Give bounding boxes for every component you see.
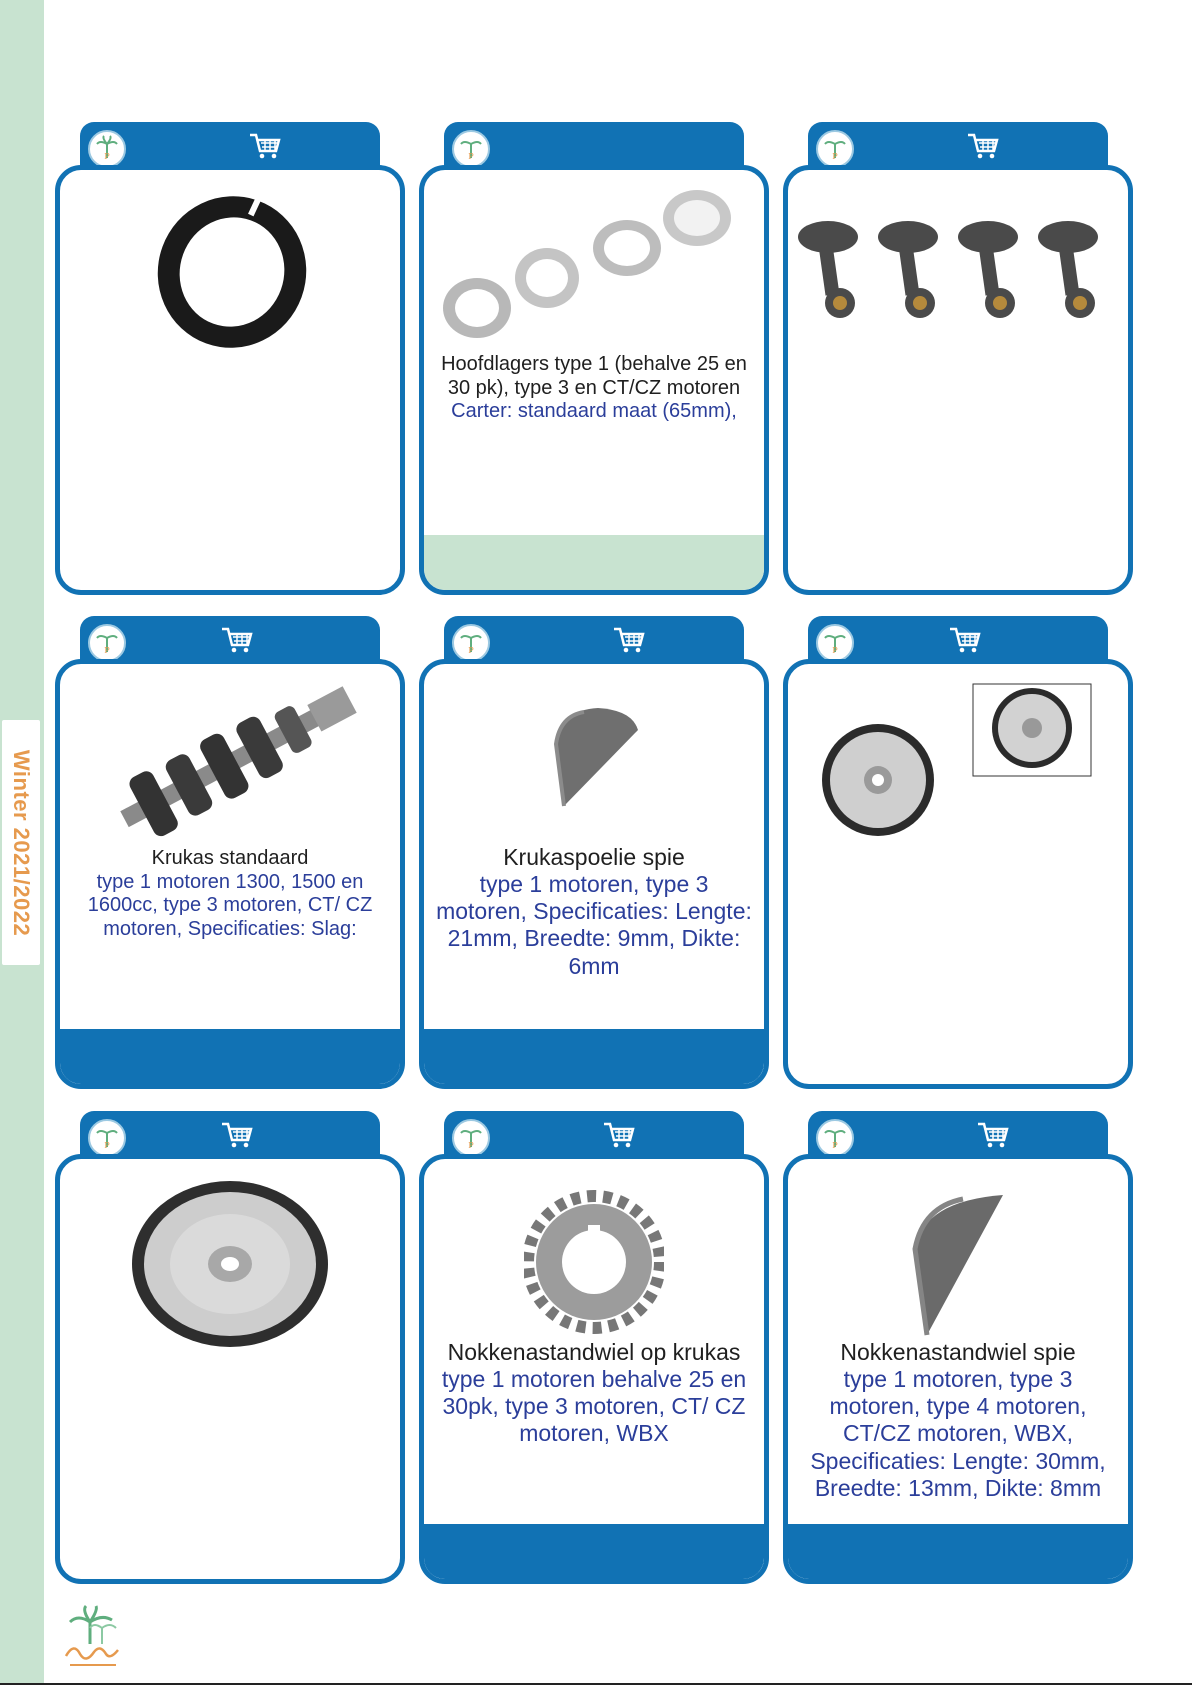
parozzi-badge-icon [816,130,854,168]
svg-text:P: P [468,646,474,655]
parozzi-badge-icon [88,624,126,662]
parozzi-badge-icon [452,624,490,662]
shopping-cart-icon[interactable] [966,131,1000,161]
product-title: Hoofdlagers type 1 (behalve 25 en 30 pk), type 3 en CT/CZ motoren [441,353,747,399]
product-title: Krukaspoelie spie [503,844,685,870]
shopping-cart-icon[interactable] [220,625,254,655]
svg-text:P: P [104,646,110,655]
product-card-4[interactable] [55,616,405,1089]
shopping-cart-icon[interactable] [612,625,646,655]
product-image-crankshaft [60,682,400,862]
card-panel [783,1154,1133,1584]
parozzi-badge-icon [88,130,126,168]
card-panel [55,1154,405,1584]
parozzi-badge-icon [452,1119,490,1157]
product-card-7[interactable] [55,1111,405,1584]
product-title: Nokkenastandwiel op krukas [447,1339,741,1365]
shopping-cart-icon[interactable] [220,1120,254,1150]
product-description: Carter: standaard maat (65mm), [451,400,737,423]
svg-text:P: P [832,646,838,655]
product-description: type 1 motoren, type 3 motoren, Specificaties: Lengte: 21mm, Breedte: 9mm, Dikte: 6mm [436,871,752,979]
card-footer [424,1524,764,1579]
product-card-1[interactable] [55,122,405,595]
svg-text:P: P [104,152,110,161]
product-card-8[interactable] [419,1111,769,1584]
season-label: Winter 2021/2022 [9,749,34,936]
card-footer [60,1029,400,1084]
product-image-connecting-rods [788,215,1128,395]
card-panel [419,1154,769,1584]
svg-text:P: P [832,152,838,161]
card-panel [783,165,1133,595]
svg-text:P: P [468,1141,474,1150]
parozzi-badge-icon [88,1119,126,1157]
card-panel [783,659,1133,1089]
product-image-bearings [424,180,764,360]
product-image-seal-ring [60,190,400,370]
product-image-flywheel [788,680,1128,860]
product-card-3[interactable] [783,122,1133,595]
product-description: type 1 motoren 1300, 1500 en 1600cc, type 3 motoren, CT/ CZ motoren, Specificaties: Slag: [87,870,373,940]
parozzi-logo [60,1604,124,1674]
svg-text:P: P [104,1141,110,1150]
card-footer [424,1029,764,1084]
parozzi-badge-icon [816,624,854,662]
svg-text:P: P [468,152,474,161]
card-footer [788,1524,1128,1579]
card-panel [55,659,405,1089]
parozzi-badge-icon [452,130,490,168]
shopping-cart-icon[interactable] [602,1120,636,1150]
card-panel [55,165,405,595]
shopping-cart-icon[interactable] [976,1120,1010,1150]
season-label-box [2,720,40,965]
product-card-9[interactable] [783,1111,1133,1584]
shopping-cart-icon[interactable] [248,131,282,161]
product-card-6[interactable] [783,616,1133,1089]
product-title: Nokkenastandwiel spie [840,1339,1076,1365]
shopping-cart-icon[interactable] [948,625,982,655]
product-card-2[interactable] [419,122,769,595]
card-panel [419,165,769,595]
svg-text:P: P [832,1141,838,1150]
product-title: Krukas standaard [151,847,309,869]
product-card-5[interactable] [419,616,769,1089]
parozzi-badge-icon [816,1119,854,1157]
card-panel [419,659,769,1089]
product-description: type 1 motoren, type 3 motoren, type 4 motoren, CT/CZ motoren, WBX, Specificaties: Lengte: 30mm, Breedte: 13mm, Dikte: 8mm [810,1366,1106,1501]
card-footer [424,535,764,590]
product-description: type 1 motoren behalve 25 en 30pk, type 3 motoren, CT/ CZ motoren, WBX [441,1366,747,1447]
product-image-flywheel [60,1179,400,1359]
